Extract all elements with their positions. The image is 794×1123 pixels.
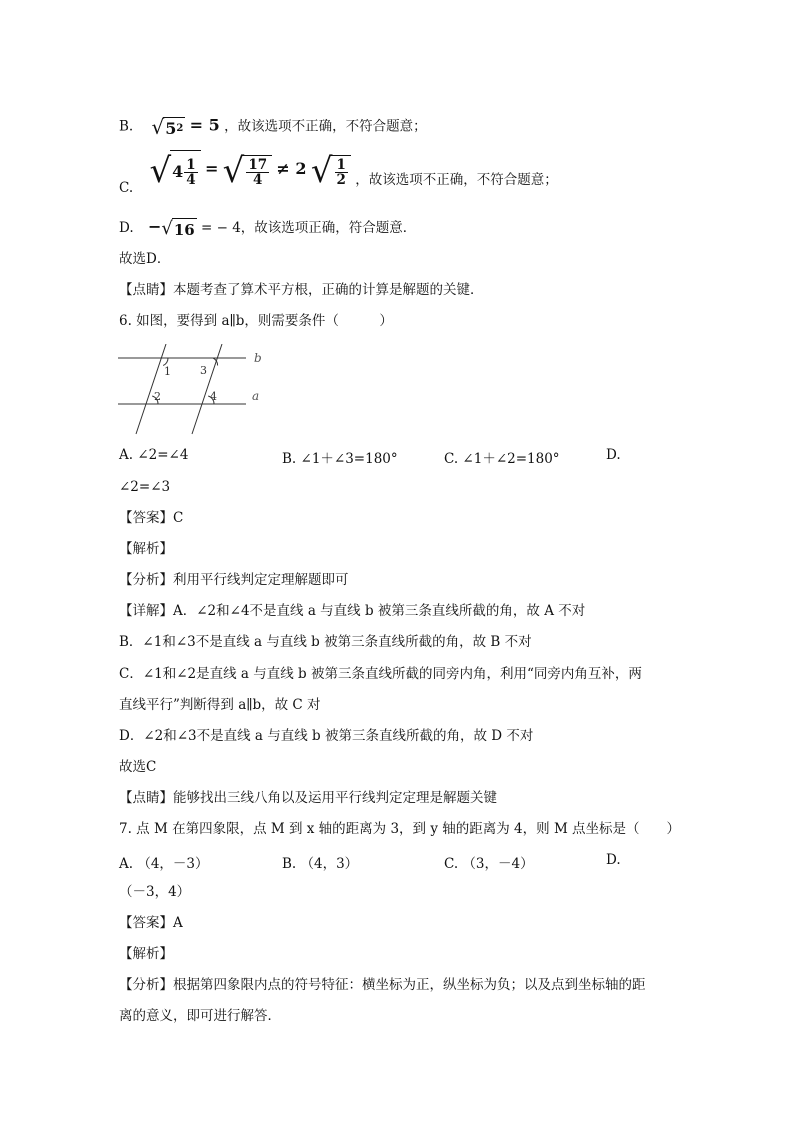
q7-analysis-title: 【解析】	[119, 946, 173, 962]
angle-3-label: 3	[200, 364, 207, 377]
b-exp: 2	[176, 122, 184, 134]
q6-option-b: B. ∠1＋∠3=180°	[282, 451, 398, 467]
q6-option-a: A. ∠2=∠4	[119, 447, 189, 463]
q7-analysis-2: 离的意义，即可进行解答．	[119, 1008, 281, 1024]
q7-option-a: A. （4，－3）	[119, 856, 209, 872]
c-den1: 4	[186, 171, 196, 188]
q6-detail-c: C．∠1和∠2是直线 a 与直线 b 被第三条直线所截的同旁内角，利用“同旁内角互补，两	[119, 666, 642, 682]
q6-option-d: D.	[606, 447, 621, 463]
angle-2-label: 2	[154, 390, 161, 403]
angle-4-label: 4	[210, 390, 217, 403]
d-radicand: 16	[172, 218, 197, 239]
q7-option-b: B. （4，3）	[282, 856, 359, 872]
c-num3: 1	[336, 156, 346, 173]
b-base: 5	[165, 118, 177, 138]
c-den2: 4	[253, 171, 263, 188]
option-b-sqrt: √ 5 2	[151, 115, 184, 139]
option-c-sqrt2: √ $\frac{17}{4}$	[223, 155, 272, 187]
b-result: = 5	[189, 115, 220, 135]
q7-answer: 【答案】A	[119, 915, 183, 931]
q6-option-c: C. ∠1＋∠2=180°	[444, 451, 560, 467]
option-d-text: ，故该选项正确，符合题意．	[240, 220, 417, 236]
option-c-label: C.	[119, 180, 134, 196]
option-d-label: D.	[119, 220, 134, 236]
option-c-text: ，故该选项不正确，不符合题意；	[355, 172, 558, 188]
c-eq: =	[204, 159, 219, 178]
parallel-lines-figure	[118, 344, 268, 436]
option-c-sqrt1: √ 4 $\frac{1}{4}$	[149, 150, 200, 191]
q6-detail-d: D．∠2和∠3不是直线 a 与直线 b 被第三条直线所截的角，故 D 不对	[119, 728, 534, 744]
q7-option-d: D.	[606, 852, 621, 868]
q7-analysis-1: 【分析】根据第四象限内点的符号特征：横坐标为正，纵坐标为负；以及点到坐标轴的距	[119, 977, 646, 993]
c-num1: 1	[186, 156, 196, 173]
option-d-sqrt: √ 16	[161, 217, 195, 239]
q6-analysis: 【分析】利用平行线判定定理解题即可	[119, 572, 349, 588]
option-c-line	[119, 150, 558, 196]
q7-stem: 7. 点 M 在第四象限，点 M 到 x 轴的距离为 3，到 y 轴的距离为 4，则 M 点坐标是（ ）	[119, 821, 681, 837]
option-d-line	[119, 218, 416, 239]
q7-option-c: C. （3，－4）	[444, 856, 534, 872]
angle-1-label: 1	[164, 365, 171, 378]
option-b-label: B.	[119, 118, 134, 135]
c-int: 4	[172, 162, 184, 181]
q6-analysis-title: 【解析】	[119, 541, 173, 557]
c-num2: 17	[248, 156, 268, 173]
option-c-sqrt3: √ $\frac{1}{2}$	[311, 155, 351, 187]
q6-option-d-content: ∠2=∠3	[119, 479, 171, 495]
choose-d: 故选D．	[119, 251, 171, 267]
q6-choose: 故选C	[119, 759, 157, 775]
comment-q5: 【点睛】本题考查了算术平方根，正确的计算是解题的关键．	[119, 282, 484, 298]
q6-detail-b: B．∠1和∠3不是直线 a 与直线 b 被第三条直线所截的角，故 B 不对	[119, 634, 532, 650]
q6-detail-c-cont: 直线平行”判断得到 a∥b，故 C 对	[119, 697, 321, 713]
q6-stem: 6. 如图，要得到 a∥b，则需要条件（ ）	[119, 313, 393, 329]
q7-option-d-content: （－3，4）	[119, 884, 191, 900]
label-b: b	[254, 351, 262, 365]
q6-answer: 【答案】C	[119, 510, 184, 526]
label-a: a	[252, 389, 260, 403]
d-neg: −	[147, 217, 162, 236]
option-b-text: ，故该选项不正确，不符合题意；	[224, 118, 427, 135]
q6-comment: 【点睛】能够找出三线八角以及运用平行线判定定理是解题关键	[119, 790, 497, 806]
option-b-line	[119, 114, 427, 140]
d-result: = − 4	[201, 220, 241, 236]
c-den3: 2	[336, 171, 346, 188]
q6-detail-a: 【详解】A．∠2和∠4不是直线 a 与直线 b 被第三条直线所截的角，故 A 不对	[119, 603, 586, 619]
c-neq: ≠ 2	[276, 159, 307, 178]
